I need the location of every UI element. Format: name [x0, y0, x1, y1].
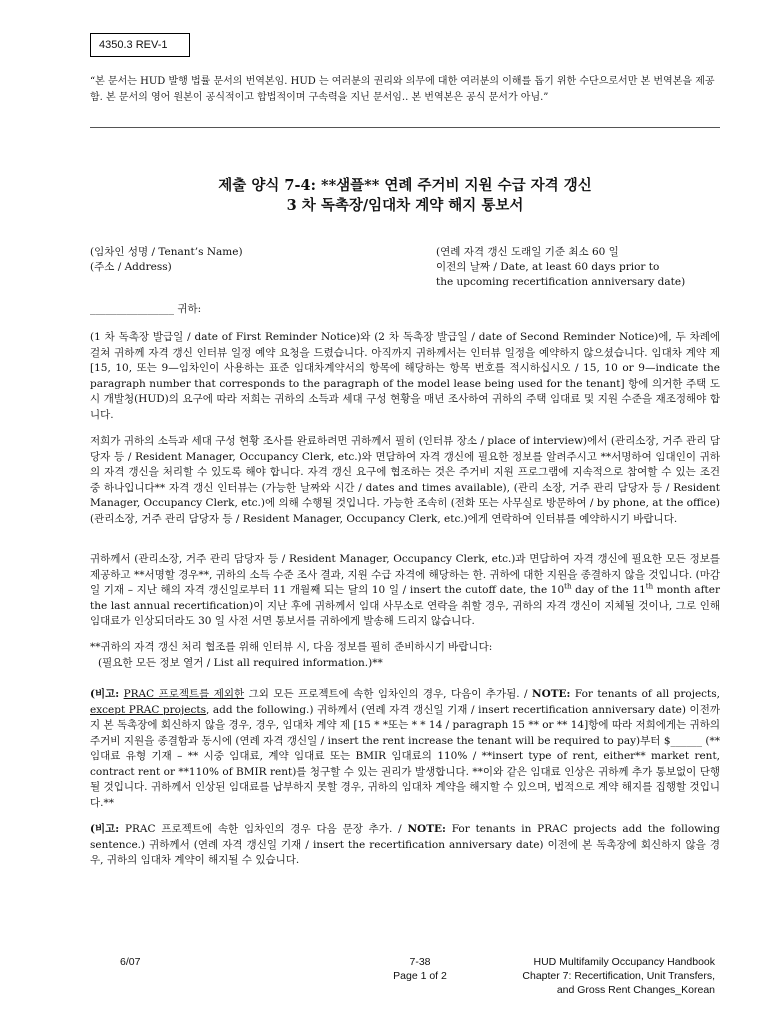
p3-text-b: day of the 11: [571, 584, 646, 596]
p5-text-a: 그외 모든 프로젝트에 속한 임차인의 경우, 다음이 추가됨. /: [244, 688, 532, 700]
p3-sup-2: th: [645, 582, 654, 591]
footer-page-number: 7-38: [409, 956, 431, 968]
tenant-address: (주소 / Address): [90, 261, 172, 273]
date-block: [436, 245, 726, 290]
paragraph-interview-request: 저희가 귀하의 소득과 세대 구성 현황 조사를 완료하려면 귀하께서 필히 (인터뷰 장소 / place of interview)에서 (관리소장, 거주 관리 담당자 등 / Resident Manager, Occupancy Clerk, etc.)와 면담하여 자격 갱신에 필요한 정보를 알려주시고 **서명하여 임대인이 귀하의 자격 갱신을 처리할 수 있도록 해야 합니다. 자격 갱신 요구에 협조하는 것은 주거비 지원 프로그램에 지속적으로 참여할 수 있는 조건 중 하나입니다** 자격 갱신 인터뷰는 (가능한 날짜와 시간 / dates and times available), (관리 소장, 거주 관리 담당자 등 / Resident Manager, Occupancy Clerk, etc.)에 의해 수행될 것입니다. 가능한 조속히 (전화 또는 사무실로 방문하여 / by phone, at the office) (관리소장, 거주 관리 담당자 등 / Resident Manager, Occupancy Clerk, etc.)에게 연락하여 인터뷰를 예약하시기 바랍니다.: [90, 435, 720, 525]
p6-note-label: (비고:: [90, 823, 120, 835]
date-line-1: (연례 자격 갱신 도래일 기준 최소 60 일: [436, 246, 619, 258]
footer-chapter: Chapter 7: Recertification, Unit Transfers,: [522, 970, 715, 982]
required-info-line-2: (필요한 모든 정보 열거 / List all required information.)**: [98, 656, 383, 669]
p6-text-b: For tenants in PRAC projects add the following sentence.) 귀하께서 (연례 자격 갱신일 기재 / insert the recertification anniversary date) 이전에 본 독촉장에 회신하지 않을 경우, 귀하의 임대차 계약이 해지될 수 있습니다.: [90, 823, 720, 866]
date-line-3: the upcoming recertification anniversary date): [436, 276, 686, 288]
footer-handbook: [470, 955, 715, 997]
p6-note-en: NOTE:: [407, 823, 446, 835]
tenant-name: (임차인 성명 / Tenant’s Name): [90, 246, 243, 258]
title-line-2: 3 차 독촉장/임대차 계약 해지 통보서: [286, 197, 524, 214]
header-divider: [90, 127, 720, 128]
title-line-1: 제출 양식 7-4: **샘플** 연례 주거비 지원 수급 자격 갱신: [218, 177, 592, 194]
paragraph-cutoff-date: [90, 552, 720, 630]
form-id-box: 4350.3 REV-1: [90, 33, 190, 57]
p3-text-a: 귀하께서 (관리소장, 거주 관리 담당자 등 / Resident Manager, Occupancy Clerk, etc.)과 면담하여 자격 갱신에 필요한 모든 정보를 제공하고 **서명할 경우**, 귀하의 소득 수준 조사 결과, 지원 수급 자격에 해당하는 한. 귀하에 대한 지원을 종결하지 않을 것입니다. (마감일 기재 – 지난 해의 자격 갱신일로부터 11 개월째 되는 달의 10 일 / insert the cutoff date, the 10: [90, 553, 720, 596]
p5-text-b: For tenants of all projects,: [570, 688, 720, 700]
p5-note-label: (비고:: [90, 688, 120, 700]
paragraph-note-prac: [90, 822, 720, 869]
footer-page: [380, 955, 460, 983]
footer-chapter-2: and Gross Rent Changes_Korean: [556, 984, 715, 996]
document-title: [90, 176, 720, 216]
p3-text-c: month after the last annual recertification)이 지난 후에 귀하께서 임대 사무소로 연락을 취할 경우, 귀하의 자격 갱신이 지체될 것이나, 그로 인해 임대료가 인상되더라도 30 일 사전 서면 통보서를 귀하에게 발송해 드리지 않습니다.: [90, 584, 721, 627]
translation-disclaimer: “본 문서는 HUD 발행 법률 문서의 번역본임. HUD 는 여러분의 권리와 의무에 대한 여러분의 이해를 돕기 위한 수단으로서만 본 번역본을 제공함. 본 문서의 영어 원본이 공식적이고 합법적이며 구속력을 지닌 문서임.. 본 번역본은 공식 문서가 아님.”: [90, 76, 715, 103]
date-line-2: 이전의 날짜 / Date, at least 60 days prior to: [436, 261, 660, 273]
p5-prac-exclusion: PRAC 프로젝트를 제외한: [123, 688, 245, 700]
paragraph-reminder-history: (1 차 독촉장 발급일 / date of First Reminder Notice)와 (2 차 독촉장 발급일 / date of Second Reminder Notice)에, 두 차례에 걸쳐 귀하께 자격 갱신 인터뷰 일정 예약 요청을 드렸습니다. 아직까지 귀하께서는 인터뷰 일정을 예약하지 않으셨습니다. 임대차 계약 제[15, 10, 또는 9—임차인이 사용하는 표준 임대차계약서의 항목에 해당하는 항목 번호를 적시하십시오 / 15, 10 or 9—indicate the paragraph number that corresponds to the paragraph of the model lease being used for the tenant] 항에 의거한 주택 도시 개발청(HUD)의 요구에 따라 저희는 귀하의 소득과 세대 구성 현황을 매년 조사하여 귀하의 주택 임대료 및 지원 수준을 재조정해야 합니다.: [90, 331, 720, 421]
p3-sup-1: th: [564, 582, 572, 591]
paragraph-note-non-prac: [90, 687, 720, 811]
footer-date: 6/07: [120, 956, 141, 968]
required-info-line-1: **귀하의 자격 갱신 처리 협조를 위해 인터뷰 시, 다음 정보를 필히 준비하시기 바랍니다:: [90, 641, 493, 653]
footer-page-of: Page 1 of 2: [393, 970, 447, 982]
salutation: ________________ 귀하:: [90, 303, 202, 315]
footer-handbook-title: HUD Multifamily Occupancy Handbook: [533, 956, 715, 968]
p5-text-c: , add the following.) 귀하께서 (연례 자격 갱신일 기재 / insert recertification anniversary date) 이전까지 본 독촉장에 회신하지 않을 경우, 경우, 임대차 계약 제 [15 * *또는 * * 14 / paragraph 15 ** or ** 14]항에 따라 저희에게는 귀하의 주거비 지원을 종결함과 동시에 (연례 자격 갱신일 / insert the rent increase the tenant will be required to pay)부터 $______ (**임대료 유형 기재 – ** 시중 임대료, 계약 임대료 또는 BMIR 임대료의 110% / **insert type of rent, either** market rent, contract rent or **110% of BMIR rent)를 청구할 수 있는 권리가 발생합니다. **이와 같은 임대료 인상은 귀하께 추가 통보없이 단행될 것입니다. 귀하께서 인상된 임대료를 납부하지 못할 경우, 귀하의 임대차 계약을 해지할 수 있으며, 법적으로 계약 해지를 집행할 것입니다.**: [90, 703, 720, 809]
p5-except-prac: except PRAC projects: [90, 703, 206, 716]
p6-text-a: PRAC 프로젝트에 속한 임차인의 경우 다음 문장 추가. /: [119, 823, 408, 835]
paragraph-required-info: [90, 640, 720, 671]
p5-note-en: NOTE:: [531, 688, 571, 700]
